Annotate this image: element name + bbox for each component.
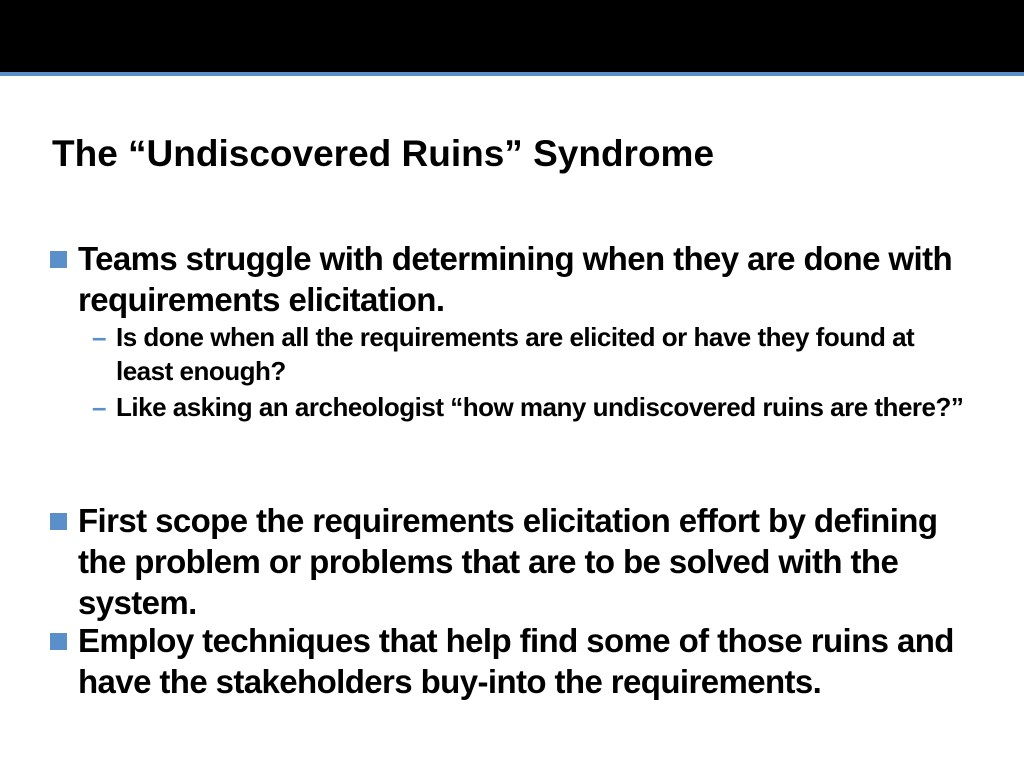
sub-bullet-item bbox=[92, 390, 972, 424]
header-rule bbox=[0, 72, 1024, 76]
square-bullet-icon bbox=[50, 251, 67, 268]
bullet-text: Teams struggle with determining when they are done with requirements elicitation. bbox=[78, 240, 953, 318]
bullet-item bbox=[50, 500, 980, 623]
sub-bullet-text: Like asking an archeologist “how many undiscovered ruins are there?” bbox=[116, 392, 964, 422]
sub-bullet-text: Is done when all the requirements are elicited or have they found at least enough? bbox=[116, 322, 915, 386]
header-band bbox=[0, 0, 1024, 72]
bullet-item bbox=[50, 238, 980, 320]
square-bullet-icon bbox=[50, 633, 67, 650]
square-bullet-icon bbox=[50, 513, 67, 530]
bullet-text: First scope the requirements elicitation effort by defining the problem or problems that are to be solved with the system. bbox=[78, 502, 938, 621]
sub-bullet-item bbox=[92, 320, 972, 388]
dash-marker: – bbox=[92, 392, 106, 422]
dash-marker: – bbox=[92, 322, 106, 352]
slide-title: The “Undiscovered Ruins” Syndrome bbox=[52, 133, 715, 174]
bullet-item bbox=[50, 620, 980, 702]
bullet-text: Employ techniques that help find some of those ruins and have the stakeholders buy-into the requirements. bbox=[78, 622, 954, 700]
